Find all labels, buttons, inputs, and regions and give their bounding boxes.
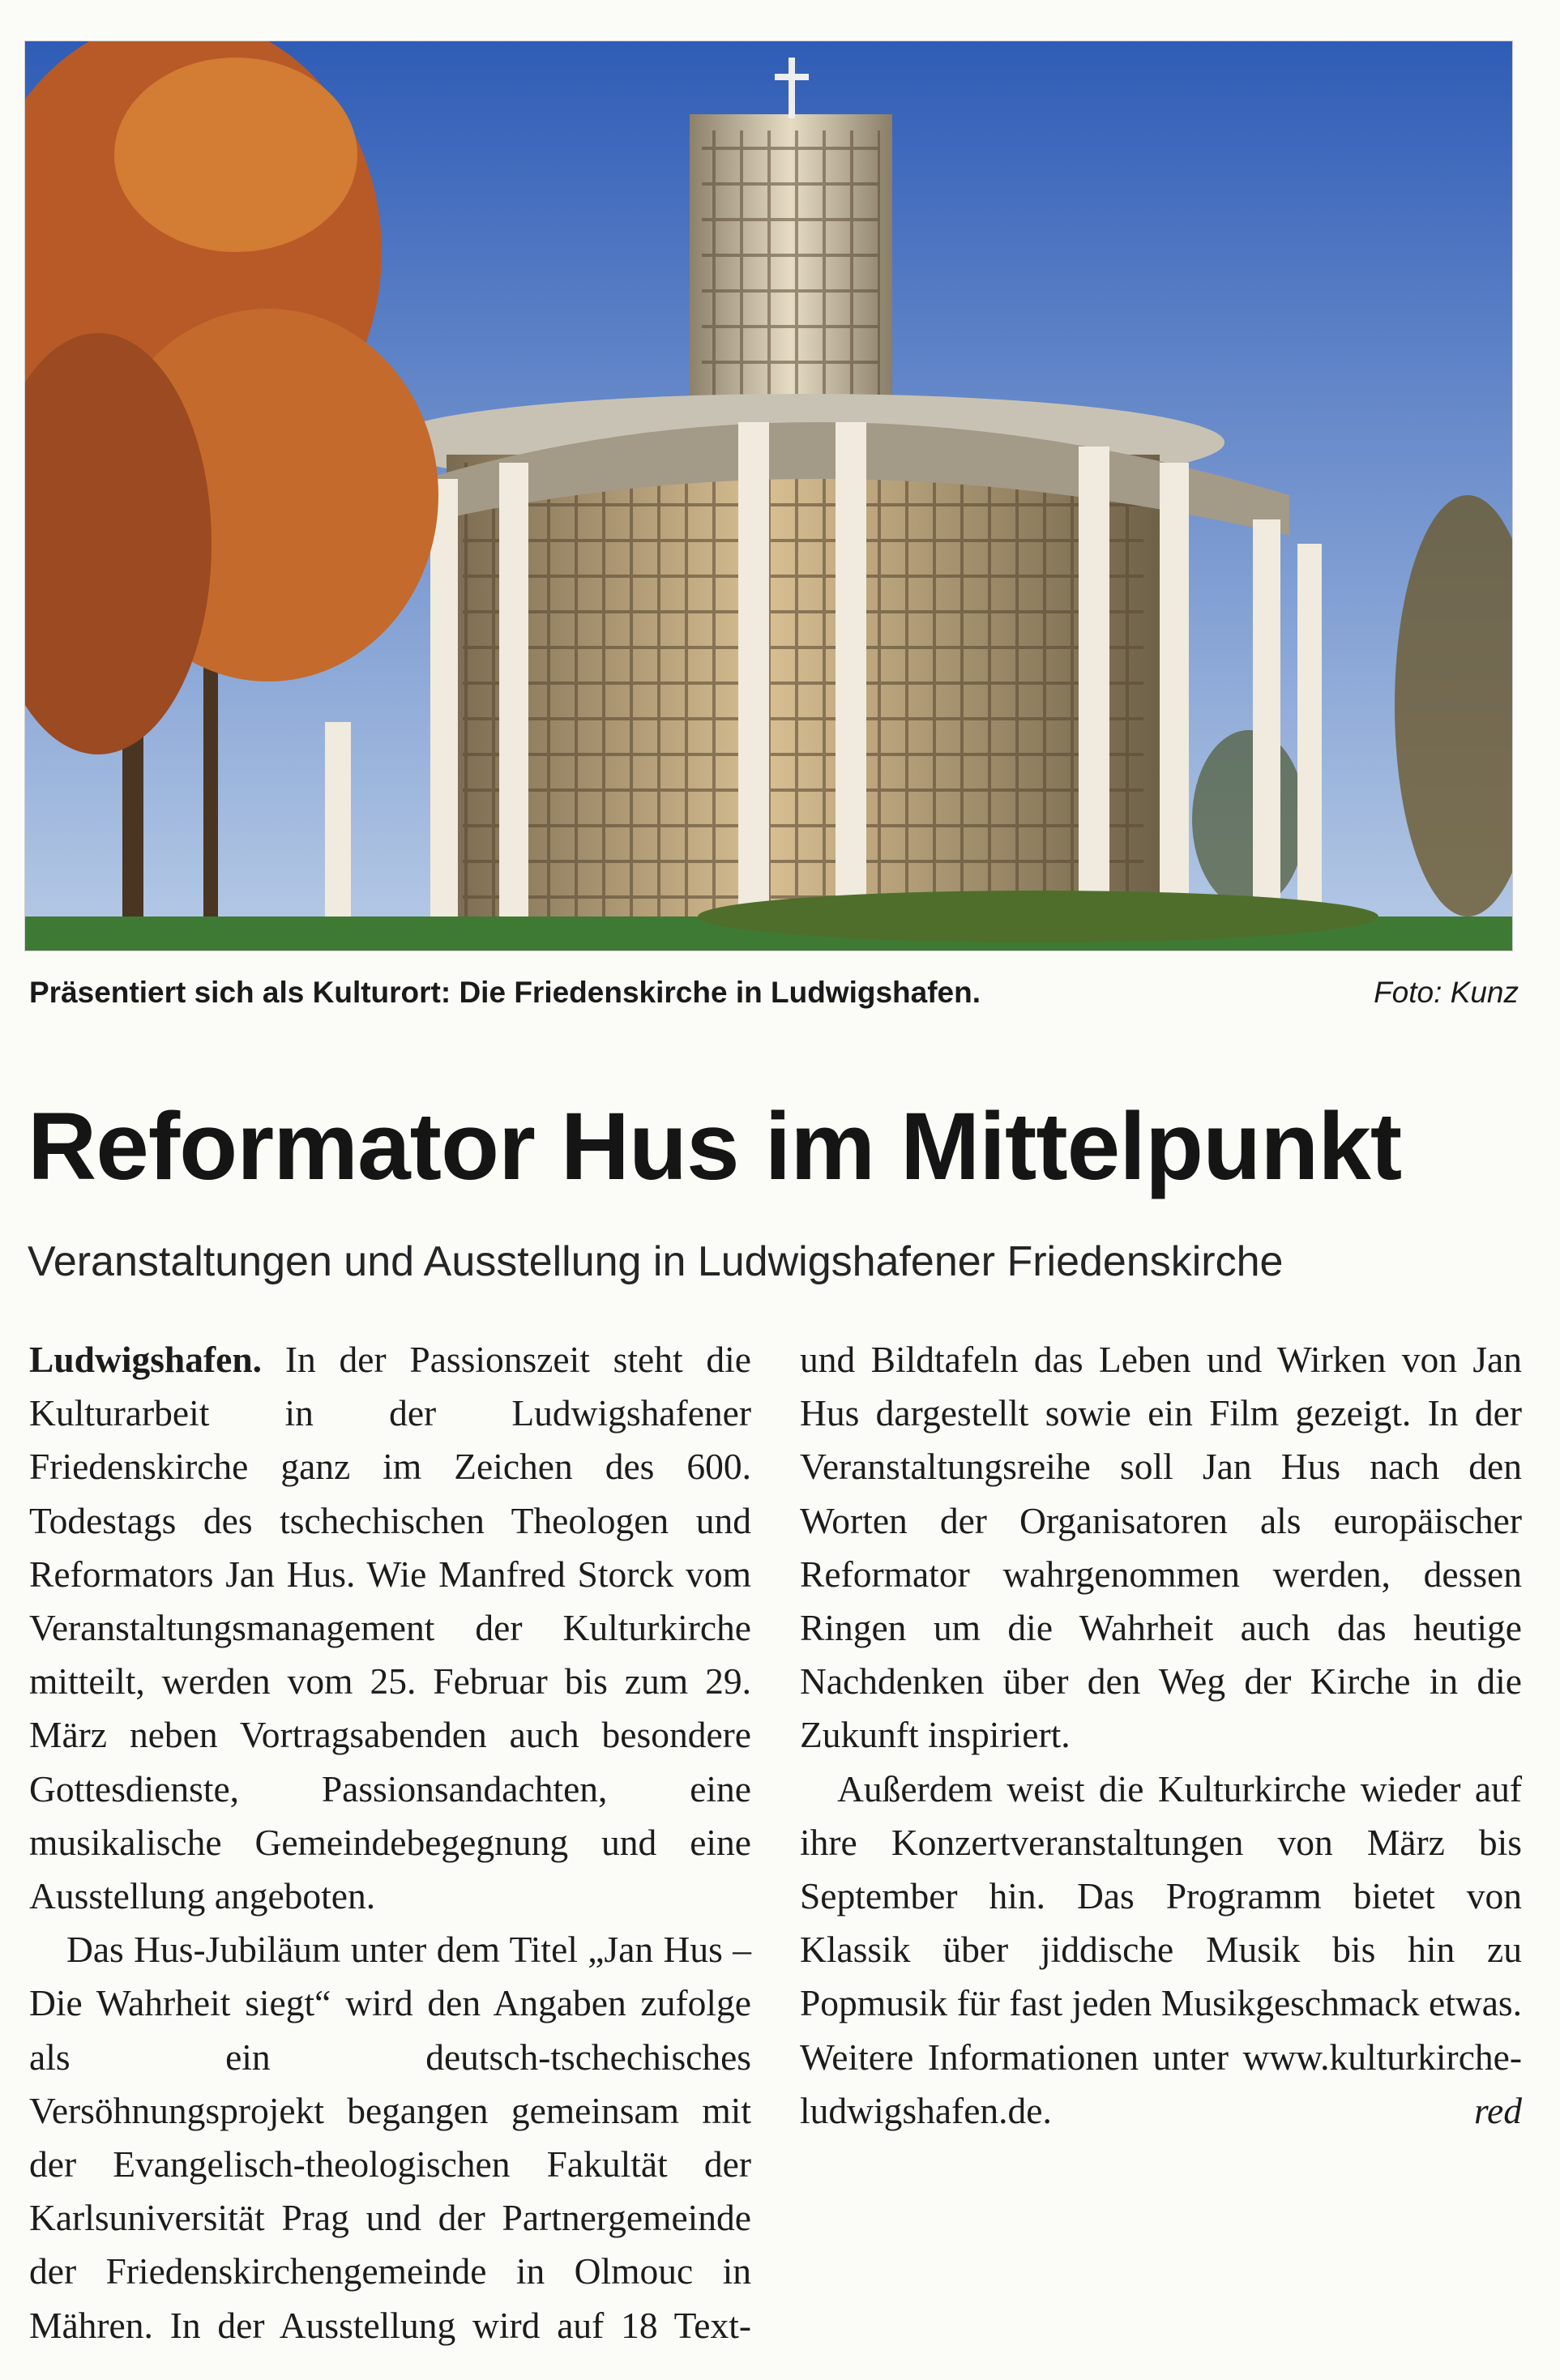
paragraph-1 xyxy=(29,1333,751,1923)
author-initials: red xyxy=(1474,2089,1522,2131)
paragraph-3 xyxy=(800,1763,1522,2138)
caption-text: Präsentiert sich als Kulturort: Die Friedenskirche in Ludwigshafen. xyxy=(29,976,981,1009)
church-photo-illustration xyxy=(25,41,1512,951)
photo-credit: Foto: Kunz xyxy=(1374,976,1519,1009)
paragraph-1-text: In der Passionszeit steht die Kulturarbeit in der Ludwigshafener Friedenskirche ganz im Zeichen des 600. Todestags des tschechischen Theologen und Reformators Jan Hus. Wie Manfred Storck vom Veranstaltungsmanagement der Kulturkirche mitteilt, werden vom 25. Februar bis zum 29. März neben Vortragsabenden auch besondere Gottesdienste, Passionsandachten, eine musikalische Gemeindebegegnung und eine Ausstellung angeboten. xyxy=(29,1339,751,1917)
paragraph-2: Das Hus-Jubiläum unter dem Titel „Jan Hus – Die Wahrheit siegt“ wird den Angaben zufolge als ein deutsch-tschechisches Versöhnungsprojekt begangen gemeinsam mit der Evangelisch-theologischen Fakultät der Karlsuniversität Prag und der Partnergemeinde der Friedenskirchengemeinde in Olmouc in Mähren. In der Ausstellung wird auf 18 Text- und Bildtafeln das Leben und Wirken von Jan Hus dargestellt sowie ein Film gezeigt. In der Veranstaltungsreihe soll Jan Hus nach den Worten der Organisatoren als europäischer Reformator wahrgenommen werden, dessen Ringen um die Wahrheit auch das heutige Nachdenken über den Weg der Kirche in die Zukunft inspiriert. xyxy=(29,1339,1522,2346)
dateline: Ludwigshafen. xyxy=(29,1339,262,1380)
photo-caption xyxy=(29,968,1519,1017)
article-body xyxy=(29,1333,1522,2362)
subheadline: Veranstaltungen und Ausstellung in Ludwigshafener Friedenskirche xyxy=(28,1238,1284,1285)
paragraph-3-text: Außerdem weist die Kulturkirche wieder auf ihre Konzertveranstaltungen von März bis September hin. Das Programm bietet von Klassik über jiddische Musik bis hin zu Popmusik für fast jeden Musikgeschmack etwas. Weitere Informationen unter www.kulturkirche-ludwigshafen.de. xyxy=(800,1767,1522,2131)
article-photo xyxy=(24,41,1513,951)
headline: Reformator Hus im Mittelpunkt xyxy=(28,1093,1402,1200)
